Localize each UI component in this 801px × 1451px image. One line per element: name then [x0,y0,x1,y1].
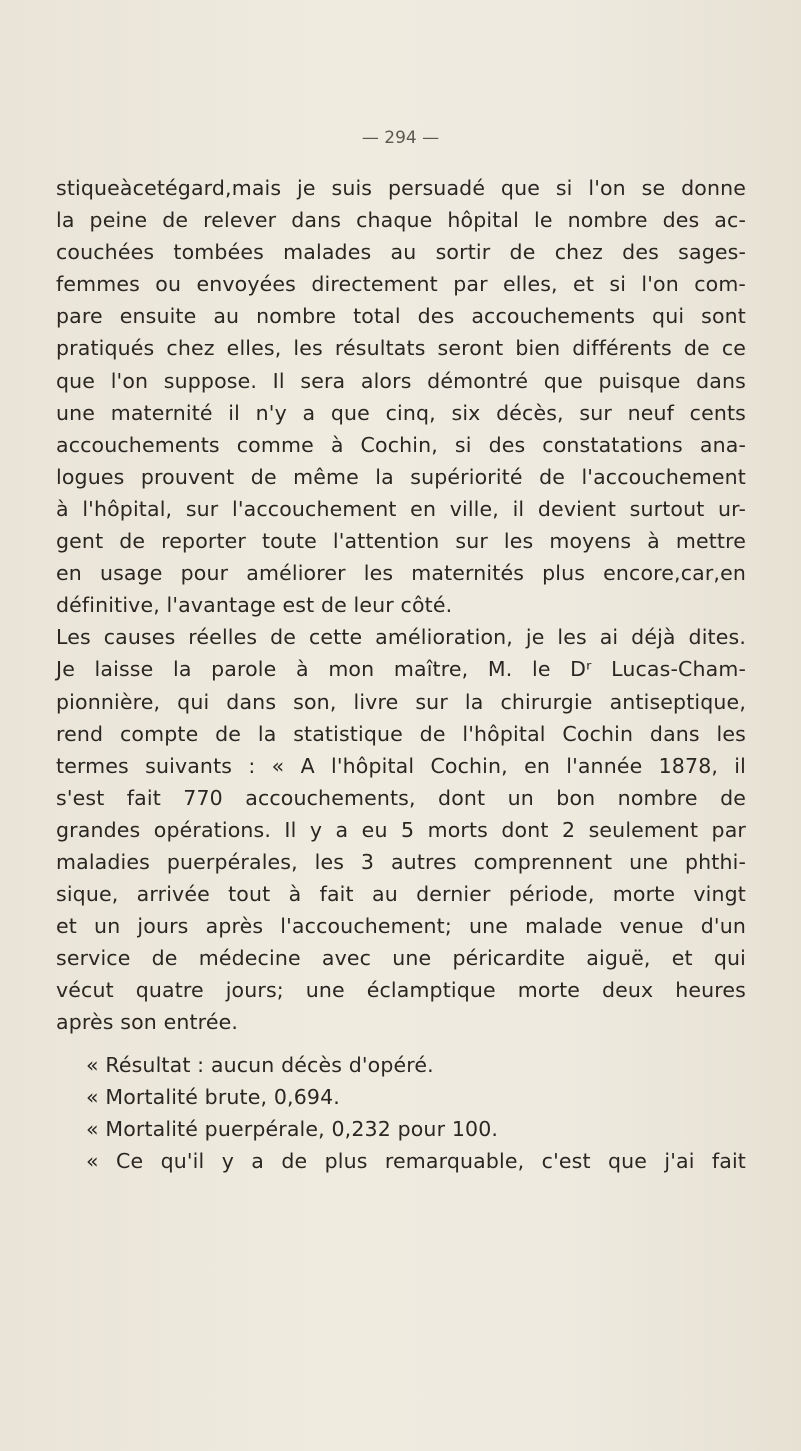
quote-line: « Résultat : aucun décès d'opéré. [86,1052,434,1077]
page-number: — 294 — [361,128,440,148]
quote-line: « Ce qu'il y a de plus remarquable, c'est que j'ai fait [86,1148,746,1173]
text-line: termes suivants : « A l'hôpital Cochin, en l'année 1878, il [56,753,746,778]
text-line: et un jours après l'accouchement; une malade venue d'un [56,914,746,939]
body-text [56,172,746,1177]
quote-line: « Mortalité brute, 0,694. [86,1084,340,1109]
text-line: pratiqués chez elles, les résultats seront bien différents de ce [56,336,746,361]
quote-line: « Mortalité puerpérale, 0,232 pour 100. [86,1116,499,1141]
text-line: sique, arrivée tout à fait au dernier période, morte vingt [56,882,746,907]
text-line: rend compte de la statistique de l'hôpital Cochin dans les [56,721,746,746]
text-line: Les causes réelles de cette amélioration, je les ai déjà dites. [56,625,746,650]
text-line: définitive, l'avantage est de leur côté. [56,593,453,618]
text-line: grandes opérations. Il y a eu 5 morts dont 2 seulement par [56,817,746,842]
text-line: accouchements comme à Cochin, si des constatations ana- [56,432,746,457]
text-line: en usage pour améliorer les maternités plus encore,car,en [56,561,746,586]
text-line: une maternité il n'y a que cinq, six décès, sur neuf cents [56,400,746,425]
text-line: s'est fait 770 accouchements, dont un bon nombre de [56,785,746,810]
text-line: à l'hôpital, sur l'accouchement en ville, il devient surtout ur- [56,496,746,521]
text-line: stiqueàcetégard,mais je suis persuadé que si l'on se donne [56,176,746,200]
text-line: service de médecine avec une péricardite aiguë, et qui [56,946,746,971]
text-line: la peine de relever dans chaque hôpital le nombre des ac- [56,208,746,233]
text-line: après son entrée. [56,1010,239,1035]
text-line: Je laisse la parole à mon maître, M. le Dʳ Lucas-Cham- [56,657,746,682]
text-line: vécut quatre jours; une éclamptique morte deux heures [56,978,746,1003]
text-line: femmes ou envoyées directement par elles, et si l'on com- [56,272,746,297]
text-line: pare ensuite au nombre total des accouchements qui sont [56,304,746,329]
text-line: logues prouvent de même la supériorité de l'accouchement [56,464,746,489]
text-line: couchées tombées malades au sortir de chez des sages- [56,240,746,265]
text-line: maladies puerpérales, les 3 autres comprennent une phthi- [56,849,746,874]
text-line: pionnière, qui dans son, livre sur la chirurgie antiseptique, [56,689,746,714]
text-line: gent de reporter toute l'attention sur les moyens à mettre [56,529,746,554]
text-line: que l'on suppose. Il sera alors démontré que puisque dans [56,368,746,393]
